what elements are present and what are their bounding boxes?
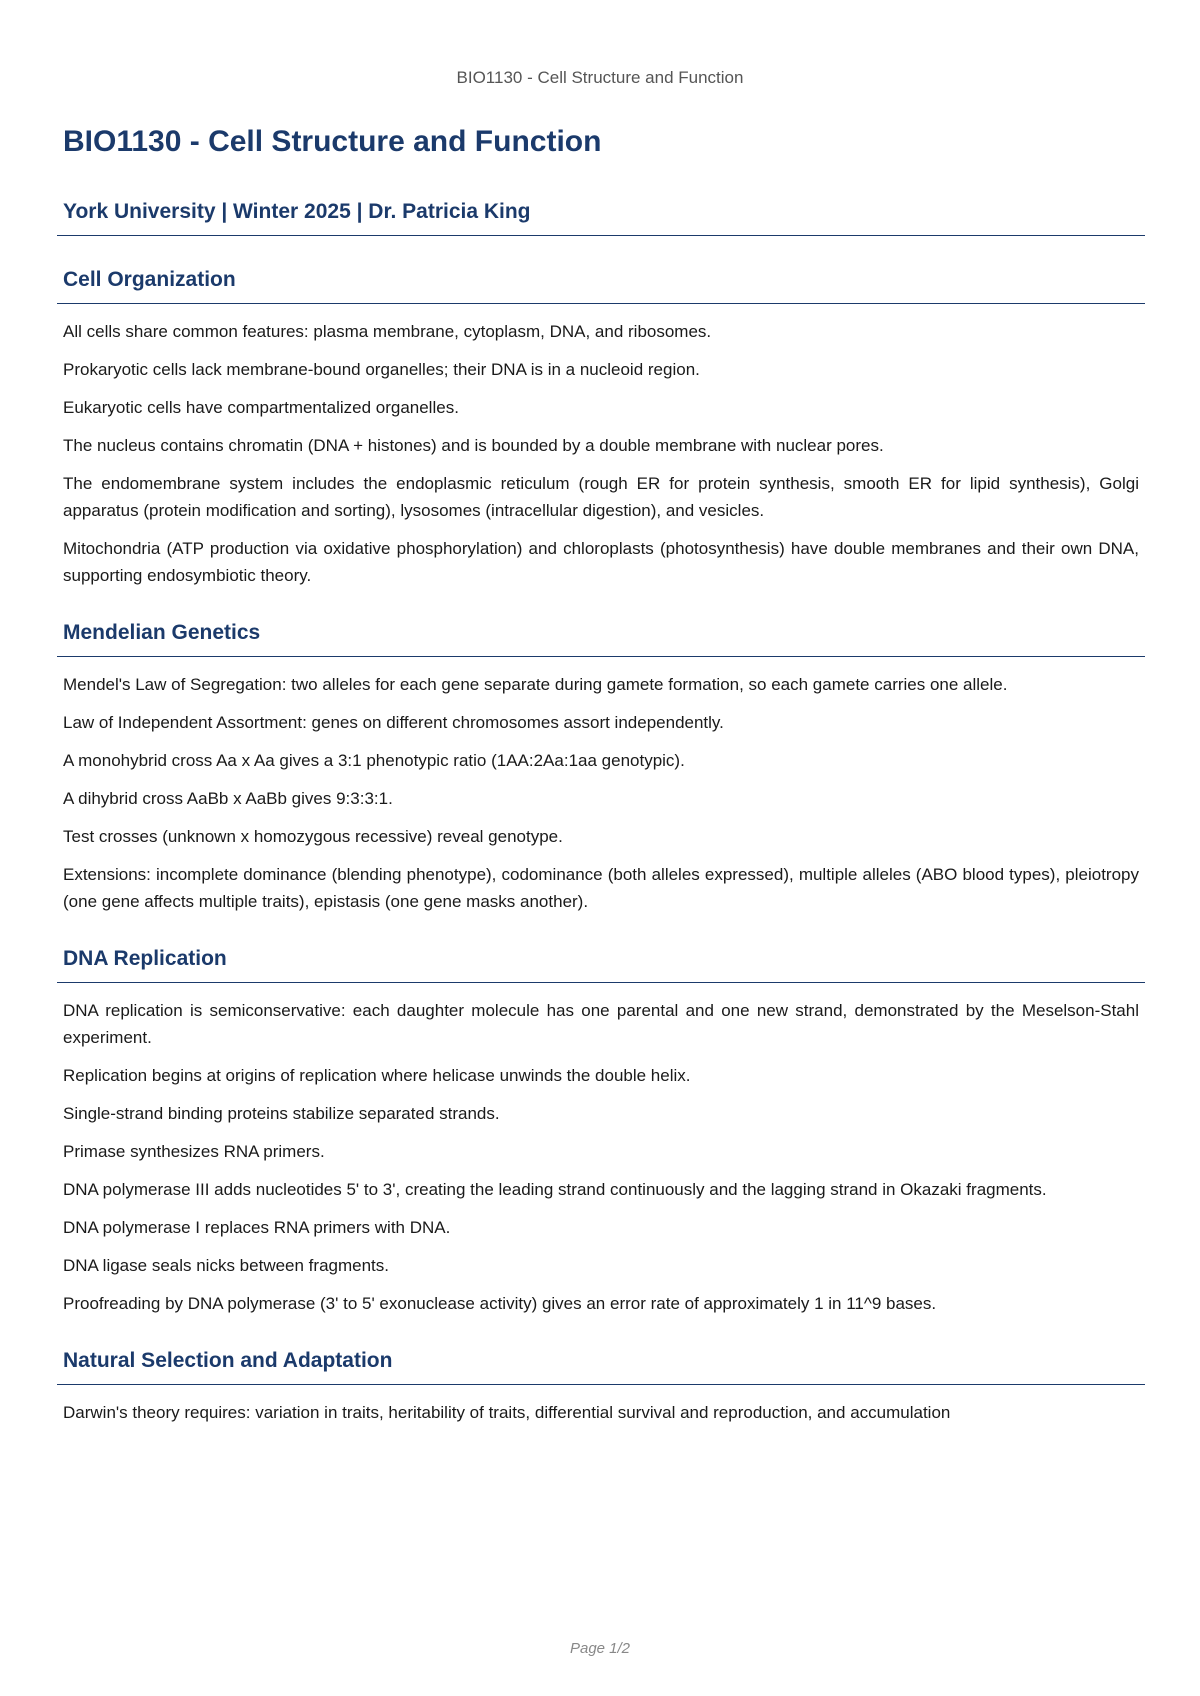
paragraph: DNA replication is semiconservative: each daughter molecule has one parental and one new strand, demonstrated by the Meselson-Stahl experiment. bbox=[63, 1001, 1139, 1047]
section-heading: Natural Selection and Adaptation bbox=[57, 1347, 1145, 1385]
section-heading: Mendelian Genetics bbox=[57, 619, 1145, 657]
document-title: BIO1130 - Cell Structure and Function bbox=[63, 125, 602, 158]
section-mendelian-genetics bbox=[57, 619, 1145, 915]
paragraph: DNA polymerase III adds nucleotides 5' to 3', creating the leading strand continuously and the lagging strand in Okazaki fragments. bbox=[63, 1180, 1047, 1199]
paragraph: Proofreading by DNA polymerase (3' to 5' exonuclease activity) gives an error rate of approximately 1 in 11^9 bases. bbox=[63, 1294, 937, 1313]
paragraph: Primase synthesizes RNA primers. bbox=[63, 1142, 325, 1161]
paragraph: Prokaryotic cells lack membrane-bound organelles; their DNA is in a nucleoid region. bbox=[63, 360, 700, 379]
document-body bbox=[57, 120, 1145, 1437]
page-number: Page 1/2 bbox=[569, 1640, 631, 1657]
paragraph: Extensions: incomplete dominance (blending phenotype), codominance (both alleles expressed), multiple alleles (ABO blood types), pleiotropy (one gene affects multiple traits), epistasis (one gene masks another). bbox=[63, 865, 1139, 911]
paragraph: A monohybrid cross Aa x Aa gives a 3:1 phenotypic ratio (1AA:2Aa:1aa genotypic). bbox=[63, 751, 685, 770]
running-header: BIO1130 - Cell Structure and Function bbox=[456, 68, 744, 87]
paragraph: All cells share common features: plasma membrane, cytoplasm, DNA, and ribosomes. bbox=[63, 322, 712, 341]
section-natural-selection bbox=[57, 1347, 1145, 1426]
paragraph: The endomembrane system includes the endoplasmic reticulum (rough ER for protein synthesis, smooth ER for lipid synthesis), Golgi apparatus (protein modification and sorting), lysosomes (intracellular digestion), and vesicles. bbox=[63, 474, 1139, 520]
paragraph: Mitochondria (ATP production via oxidative phosphorylation) and chloroplasts (photosynthesis) have double membranes and their own DNA, supporting endosymbiotic theory. bbox=[63, 539, 1139, 585]
paragraph: Darwin's theory requires: variation in traits, heritability of traits, differential survival and reproduction, and accumulation bbox=[63, 1403, 951, 1422]
section-dna-replication bbox=[57, 945, 1145, 1317]
paragraph: DNA polymerase I replaces RNA primers with DNA. bbox=[63, 1218, 451, 1237]
section-heading: Cell Organization bbox=[57, 266, 1145, 304]
document-subtitle: York University | Winter 2025 | Dr. Patricia King bbox=[57, 198, 1145, 236]
paragraph: The nucleus contains chromatin (DNA + histones) and is bounded by a double membrane with nuclear pores. bbox=[63, 436, 884, 455]
paragraph: Law of Independent Assortment: genes on different chromosomes assort independently. bbox=[63, 713, 724, 732]
paragraph: Mendel's Law of Segregation: two alleles for each gene separate during gamete formation, so each gamete carries one allele. bbox=[63, 675, 1008, 694]
paragraph: Single-strand binding proteins stabilize separated strands. bbox=[63, 1104, 500, 1123]
paragraph: A dihybrid cross AaBb x AaBb gives 9:3:3:1. bbox=[63, 789, 393, 808]
section-heading: DNA Replication bbox=[57, 945, 1145, 983]
paragraph: DNA ligase seals nicks between fragments. bbox=[63, 1256, 389, 1275]
section-cell-organization bbox=[57, 266, 1145, 589]
paragraph: Test crosses (unknown x homozygous recessive) reveal genotype. bbox=[63, 827, 563, 846]
paragraph: Eukaryotic cells have compartmentalized organelles. bbox=[63, 398, 459, 417]
paragraph: Replication begins at origins of replication where helicase unwinds the double helix. bbox=[63, 1066, 691, 1085]
